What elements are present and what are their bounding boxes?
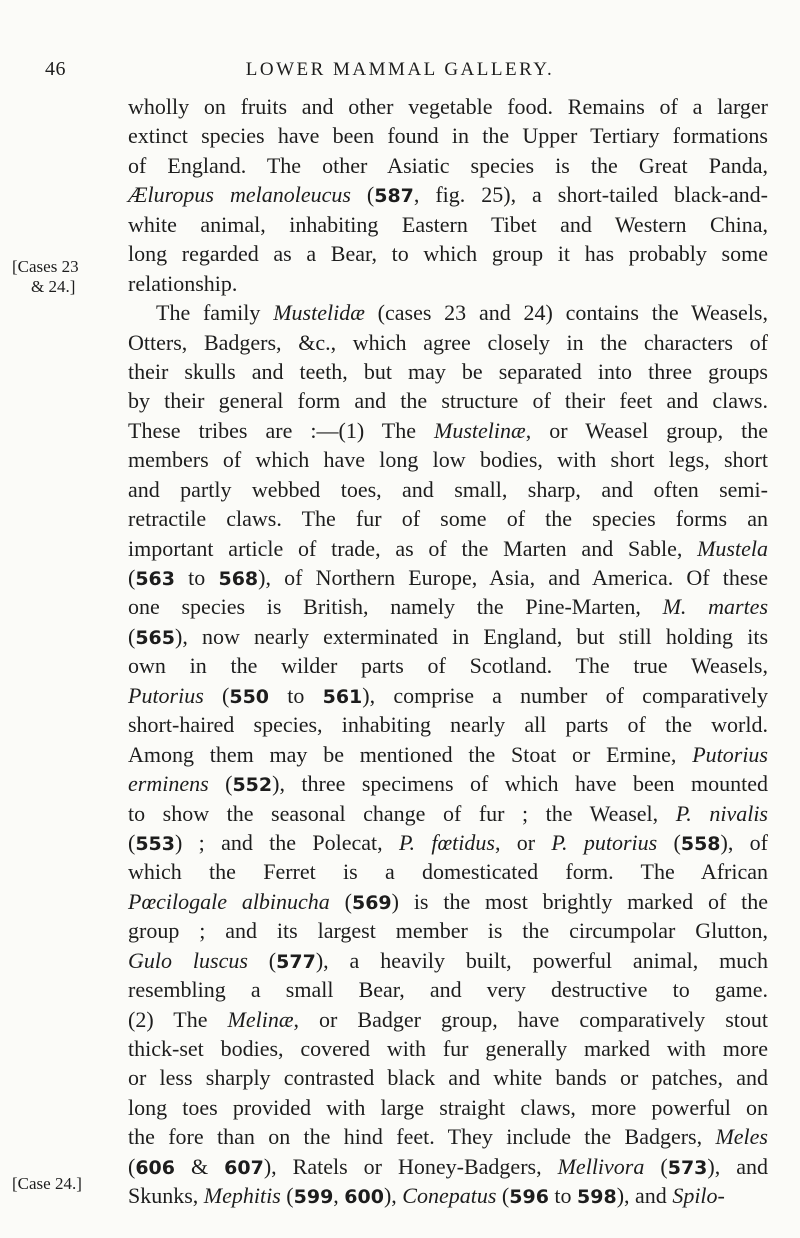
text-line: own in the wilder parts of Scotland. The true Weasels,	[128, 653, 768, 679]
text-line: by their general form and the structure of their feet and claws.	[128, 388, 768, 414]
text-line: members of which have long low bodies, with short legs, short	[128, 447, 768, 473]
text-line: of England. The other Asiatic species is the Great Panda,	[128, 152, 768, 178]
text-line: (563 to 568), of Northern Europe, Asia, and America. Of these	[128, 565, 768, 590]
text-line: white animal, inhabiting Eastern Tibet and Western China,	[128, 211, 768, 237]
page-header	[0, 58, 800, 86]
margin-note-line: [Cases 23	[12, 257, 79, 276]
text-line: relationship.	[128, 270, 238, 296]
text-line: Gulo luscus (577), a heavily built, powerful animal, much	[128, 947, 769, 973]
text-line: Otters, Badgers, &c., which agree closely in the characters of	[128, 329, 768, 355]
text-line: the fore than on the hind feet. They include the Badgers, Meles	[128, 1124, 768, 1150]
text-line: (553) ; and the Polecat, P. fœtidus, or P. putorius (558), of	[128, 829, 769, 855]
margin-note-cases-23-24	[12, 257, 79, 297]
text-line: retractile claws. The fur of some of the species forms an	[128, 506, 768, 532]
margin-note-line: [Case 24.]	[12, 1174, 82, 1193]
margin-note-case-24	[12, 1174, 82, 1194]
text-line: resembling a small Bear, and very destructive to game.	[128, 977, 768, 1003]
text-line: group ; and its largest member is the circumpolar Glutton,	[128, 918, 768, 944]
page-number: 46	[45, 58, 66, 80]
text-line: their skulls and teeth, but may be separated into three groups	[128, 358, 768, 384]
text-line: thick-set bodies, covered with fur generally marked with more	[128, 1036, 768, 1061]
text-line: extinct species have been found in the Upper Tertiary formations	[128, 123, 768, 149]
text-line: long toes provided with large straight claws, more powerful on	[128, 1094, 768, 1120]
text-line: (565), now nearly exterminated in England, but still holding its	[128, 623, 768, 649]
text-line: one species is British, namely the Pine-Marten, M. martes	[128, 594, 769, 620]
text-line: The family Mustelidæ (cases 23 and 24) contains the Weasels,	[156, 300, 768, 326]
running-head: LOWER MAMMAL GALLERY.	[245, 59, 555, 80]
text-line: These tribes are :—(1) The Mustelinæ, or Weasel group, the	[128, 417, 768, 443]
text-line: to show the seasonal change of fur ; the Weasel, P. nivalis	[128, 800, 768, 826]
text-line: important article of trade, as of the Marten and Sable, Mustela	[128, 535, 768, 561]
text-line: or less sharply contrasted black and white bands or patches, and	[128, 1065, 768, 1091]
text-line: which the Ferret is a domesticated form. The African	[128, 859, 768, 885]
text-line: Æluropus melanoleucus (587, fig. 25), a short-tailed black-and-	[128, 182, 769, 208]
text-line: (606 & 607), Ratels or Honey-Badgers, Mellivora (573), and	[128, 1153, 768, 1179]
text-line: short-haired species, inhabiting nearly all parts of the world.	[128, 712, 768, 738]
margin-note-line: & 24.]	[31, 277, 76, 296]
text-line: (2) The Melinæ, or Badger group, have comparatively stout	[128, 1006, 768, 1032]
body-text	[128, 92, 768, 1211]
text-line: and partly webbed toes, and small, sharp, and often semi-	[128, 476, 768, 502]
text-line: long regarded as a Bear, to which group it has probably some	[128, 241, 768, 267]
text-line: Pœcilogale albinucha (569) is the most brightly marked of the	[128, 888, 769, 914]
text-line: Putorius (550 to 561), comprise a number of comparatively	[128, 682, 768, 708]
text-line: Skunks, Mephitis (599, 600), Conepatus (596 to 598), and Spilo-	[128, 1183, 725, 1209]
text-line: Among them may be mentioned the Stoat or Ermine, Putorius	[128, 741, 768, 767]
text-line: wholly on fruits and other vegetable food. Remains of a larger	[128, 94, 768, 119]
text-line: erminens (552), three specimens of which have been mounted	[128, 771, 768, 797]
